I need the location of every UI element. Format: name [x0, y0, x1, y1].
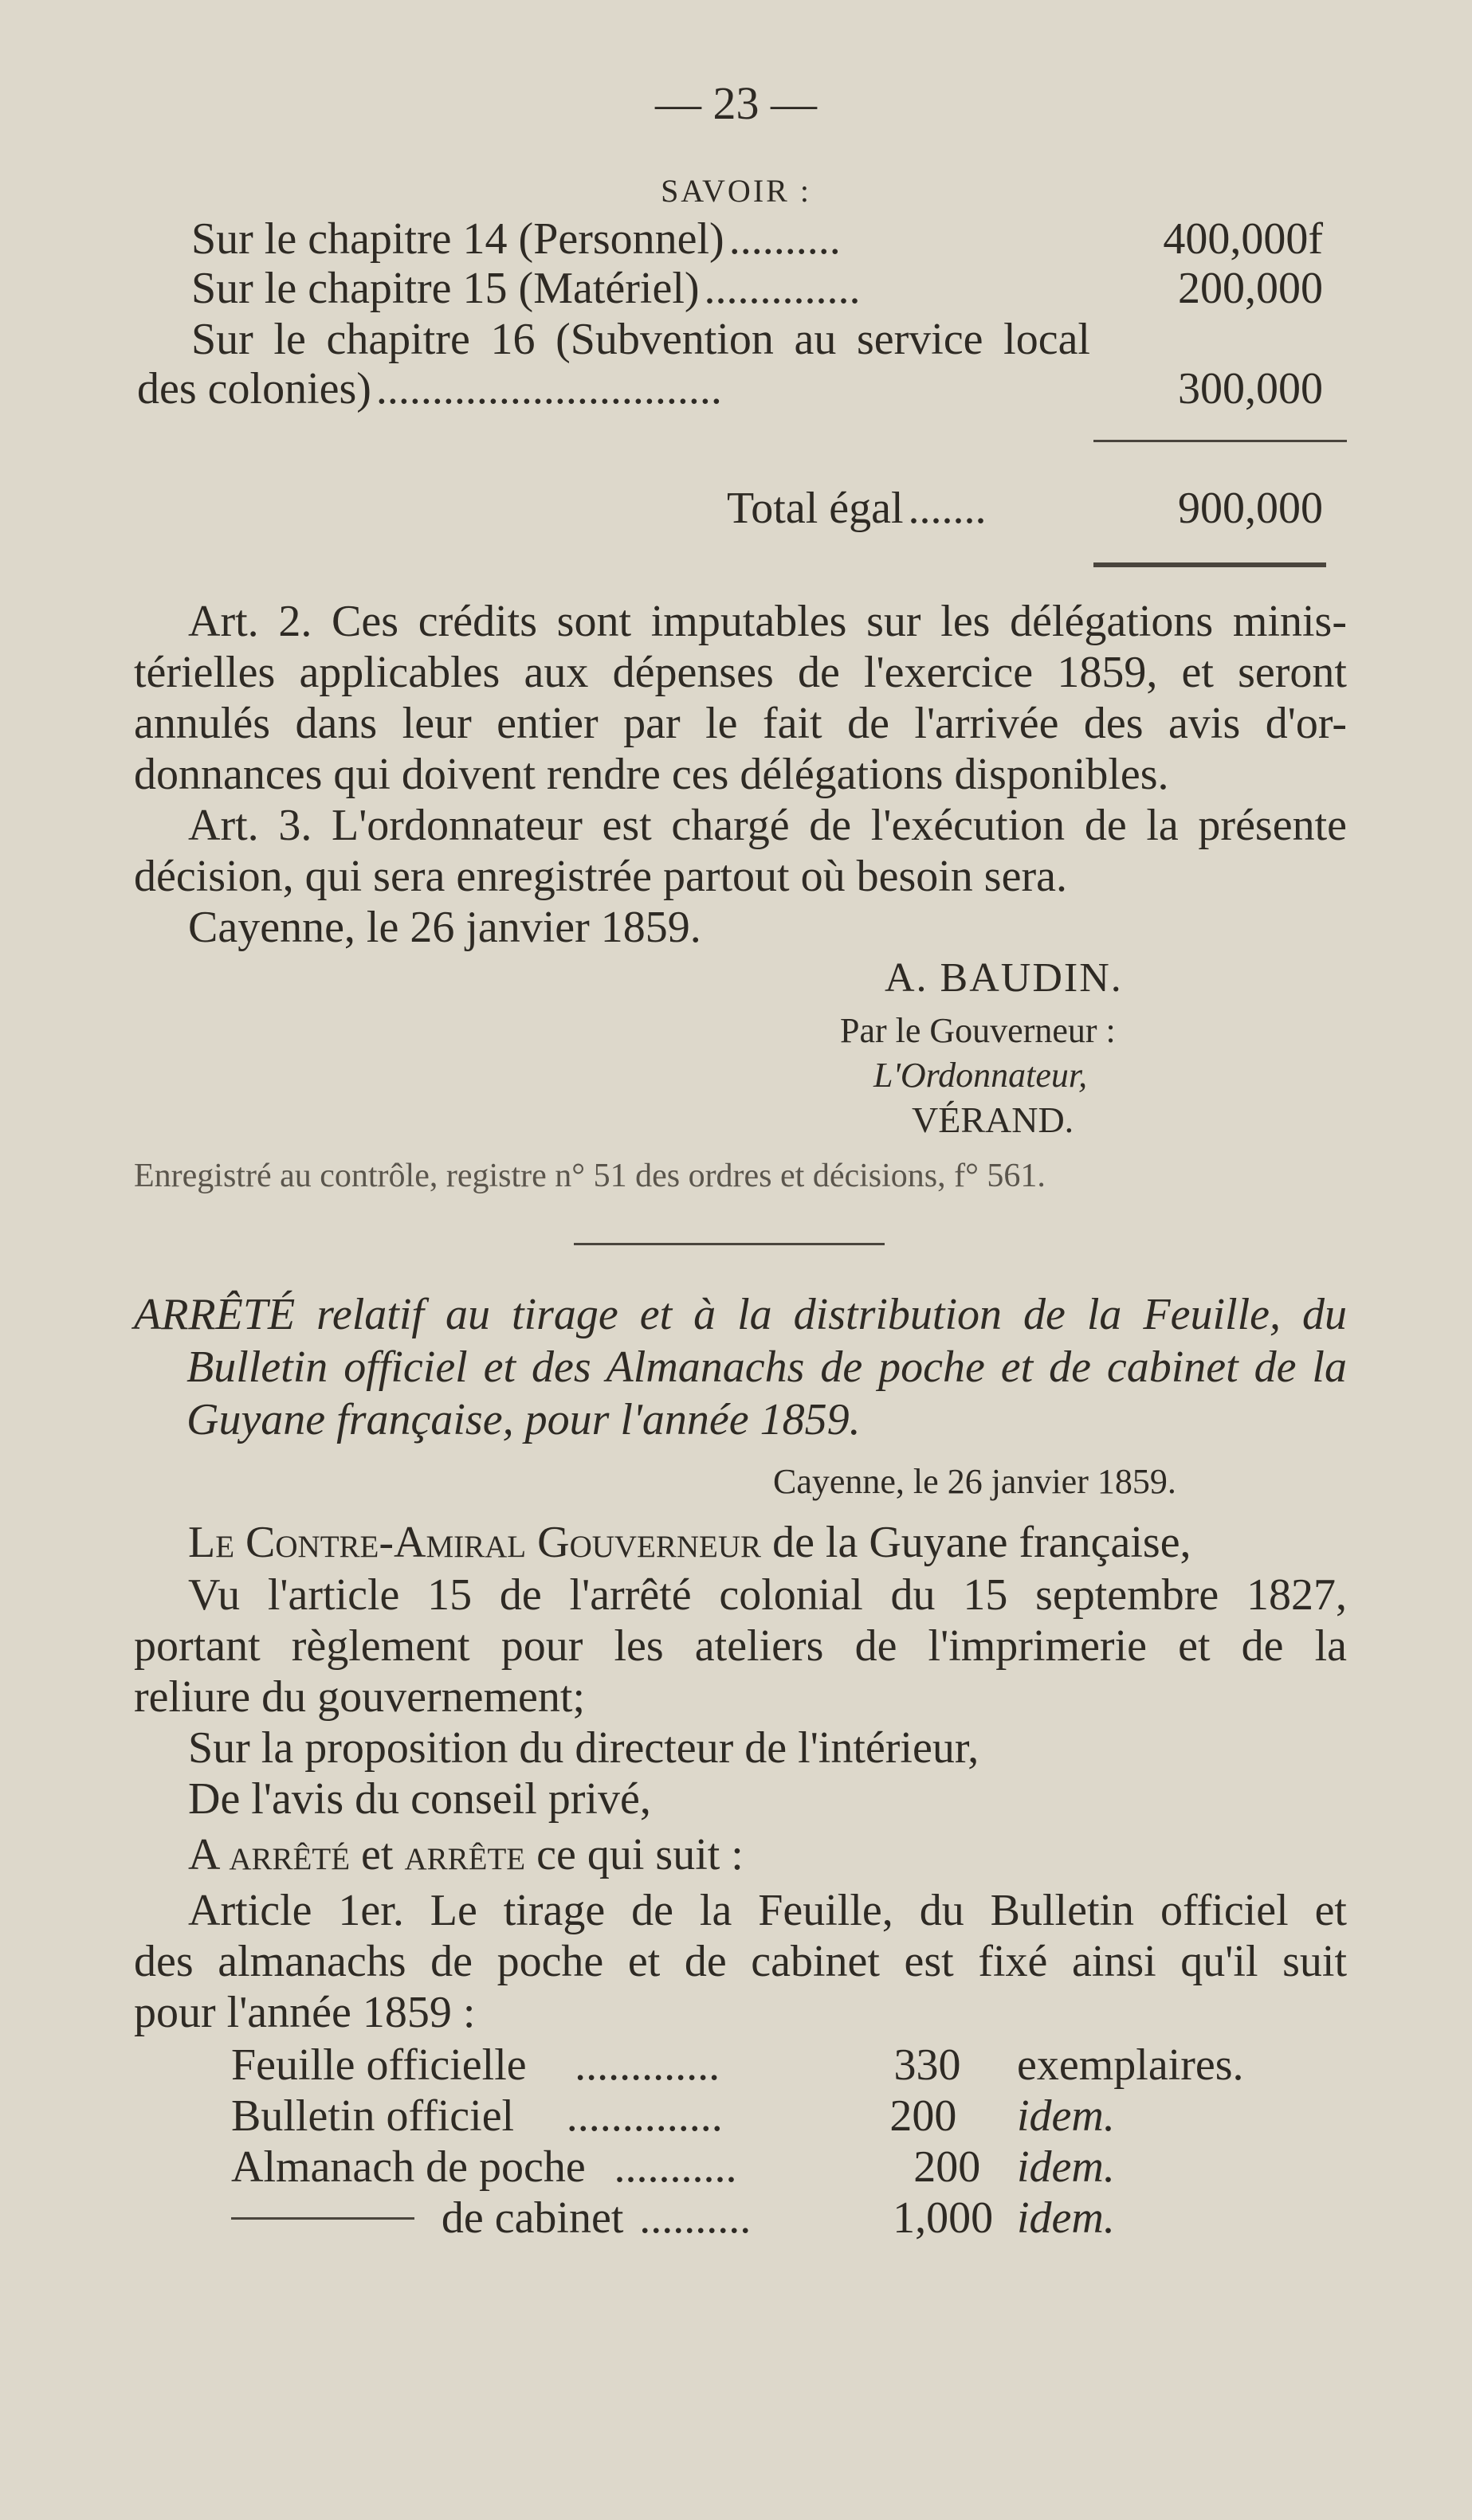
total-rule-bottom	[1093, 562, 1326, 567]
budget-label: Sur le chapitre 15 (Matériel)	[191, 264, 700, 313]
enregistre-note: Enregistré au contrôle, registre n° 51 des ordres et décisions, f° 561.	[134, 1158, 1046, 1194]
page-number: — 23 —	[655, 77, 817, 129]
date-line: Cayenne, le 26 janvier 1859.	[188, 903, 701, 952]
budget-amount: 400,000f	[1163, 214, 1323, 264]
budget-dots: ...............................	[375, 364, 722, 413]
tirage-unit: idem.	[1017, 2142, 1115, 2192]
tirage-row	[231, 2040, 1280, 2091]
vu-line-1: Vu l'article 15 de l'arrêté colonial du 15 septembre 1827,	[188, 1570, 1347, 1620]
budget-label: des colonies)	[137, 364, 371, 413]
budget-amount: 200,000	[1178, 264, 1323, 313]
tirage-qty: 330	[893, 2040, 961, 2090]
signature-baudin: A. BAUDIN.	[885, 955, 1123, 1001]
contre-amiral-title: Le Contre-Amiral Gouverneur	[188, 1518, 762, 1567]
budget-dots: ..............	[704, 264, 861, 313]
tirage-dots: .............	[575, 2040, 720, 2090]
budget-line-1	[191, 214, 1323, 265]
a-arrete-line	[188, 1829, 744, 1880]
vu-line-3: reliure du gouvernement;	[134, 1672, 586, 1722]
par-le-gouverneur: Par le Gouverneur :	[840, 1011, 1116, 1050]
arrete-title-line-1: ARRÊTÉ relatif au tirage et à la distribution de la Feuille, du	[134, 1290, 1347, 1339]
total-label: Total égal	[727, 484, 904, 533]
art2-line-3: annulés dans leur entier par le fait de l'arrivée des avis d'or-	[134, 699, 1347, 748]
budget-line-2	[191, 263, 1323, 314]
verand-signature: VÉRAND.	[912, 1099, 1074, 1140]
tirage-qty: 200	[889, 2091, 957, 2141]
total-amount: 900,000	[1178, 484, 1323, 533]
tirage-label: de cabinet	[441, 2193, 624, 2243]
art2-line-1: Art. 2. Ces crédits sont imputables sur les délégations minis-	[188, 597, 1347, 646]
tirage-qty: 200	[913, 2142, 981, 2192]
savoir-heading: SAVOIR :	[661, 173, 811, 209]
tirage-label: Bulletin officiel	[231, 2091, 515, 2141]
budget-line-3b	[137, 363, 1323, 414]
arrete-title-line-2: Bulletin officiel et des Almanachs de poche et de cabinet de la	[186, 1342, 1347, 1392]
tirage-label: Almanach de poche	[231, 2142, 586, 2192]
a-letter: A	[188, 1830, 218, 1879]
article1-line-1: Article 1er. Le tirage de la Feuille, du Bulletin officiel et	[188, 1886, 1347, 1935]
total-line	[727, 483, 1323, 534]
arrete-word-1: arrêté	[229, 1830, 351, 1879]
article1-line-3: pour l'année 1859 :	[134, 1988, 476, 2037]
tirage-dots: ..........	[639, 2193, 752, 2243]
et-word: et	[361, 1830, 394, 1879]
de-avis: De l'avis du conseil privé,	[188, 1774, 651, 1824]
budget-label: Sur le chapitre 14 (Personnel)	[191, 214, 724, 264]
art3-line-2: décision, qui sera enregistrée partout où besoin sera.	[134, 852, 1067, 901]
tirage-unit: idem.	[1016, 2193, 1115, 2243]
ordonnateur: L'Ordonnateur,	[873, 1056, 1088, 1095]
tirage-row	[231, 2193, 1280, 2244]
total-dots: .......	[908, 484, 987, 533]
tirage-dots: ..............	[566, 2091, 723, 2141]
arrete-date: Cayenne, le 26 janvier 1859.	[773, 1462, 1176, 1501]
tirage-label: Feuille officielle	[231, 2040, 527, 2090]
arrete-word-2: arrête	[404, 1830, 526, 1879]
art2-line-4: donnances qui doivent rendre ces délégations disponibles.	[134, 750, 1169, 799]
tirage-row	[231, 2091, 1280, 2142]
art2-line-2: térielles applicables aux dépenses de l'exercice 1859, et seront	[134, 648, 1347, 697]
contre-amiral-line	[188, 1517, 1191, 1568]
budget-dots: ..........	[728, 214, 841, 264]
a-arrete-rest: ce qui suit :	[536, 1830, 744, 1879]
ditto-dash	[231, 2217, 414, 2220]
tirage-qty: 1,000	[893, 2193, 994, 2243]
tirage-row	[231, 2142, 1280, 2193]
contre-amiral-rest: de la Guyane française,	[772, 1518, 1191, 1567]
article1-line-2: des almanachs de poche et de cabinet est fixé ainsi qu'il suit	[134, 1937, 1347, 1986]
tirage-unit: idem.	[1017, 2091, 1115, 2141]
arrete-title-line-3: Guyane française, pour l'année 1859.	[186, 1395, 861, 1444]
art3-line-1: Art. 3. L'ordonnateur est chargé de l'exécution de la présente	[188, 801, 1347, 850]
tirage-dots: ...........	[614, 2142, 737, 2192]
budget-line-3a: Sur le chapitre 16 (Subvention au service local	[191, 315, 1090, 364]
vu-line-2: portant règlement pour les ateliers de l'imprimerie et de la	[134, 1621, 1347, 1671]
section-divider	[574, 1243, 885, 1245]
tirage-unit: exemplaires.	[1016, 2040, 1244, 2090]
budget-amount: 300,000	[1178, 364, 1323, 413]
sur-proposition: Sur la proposition du directeur de l'intérieur,	[188, 1723, 979, 1773]
total-rule-top	[1093, 440, 1347, 442]
